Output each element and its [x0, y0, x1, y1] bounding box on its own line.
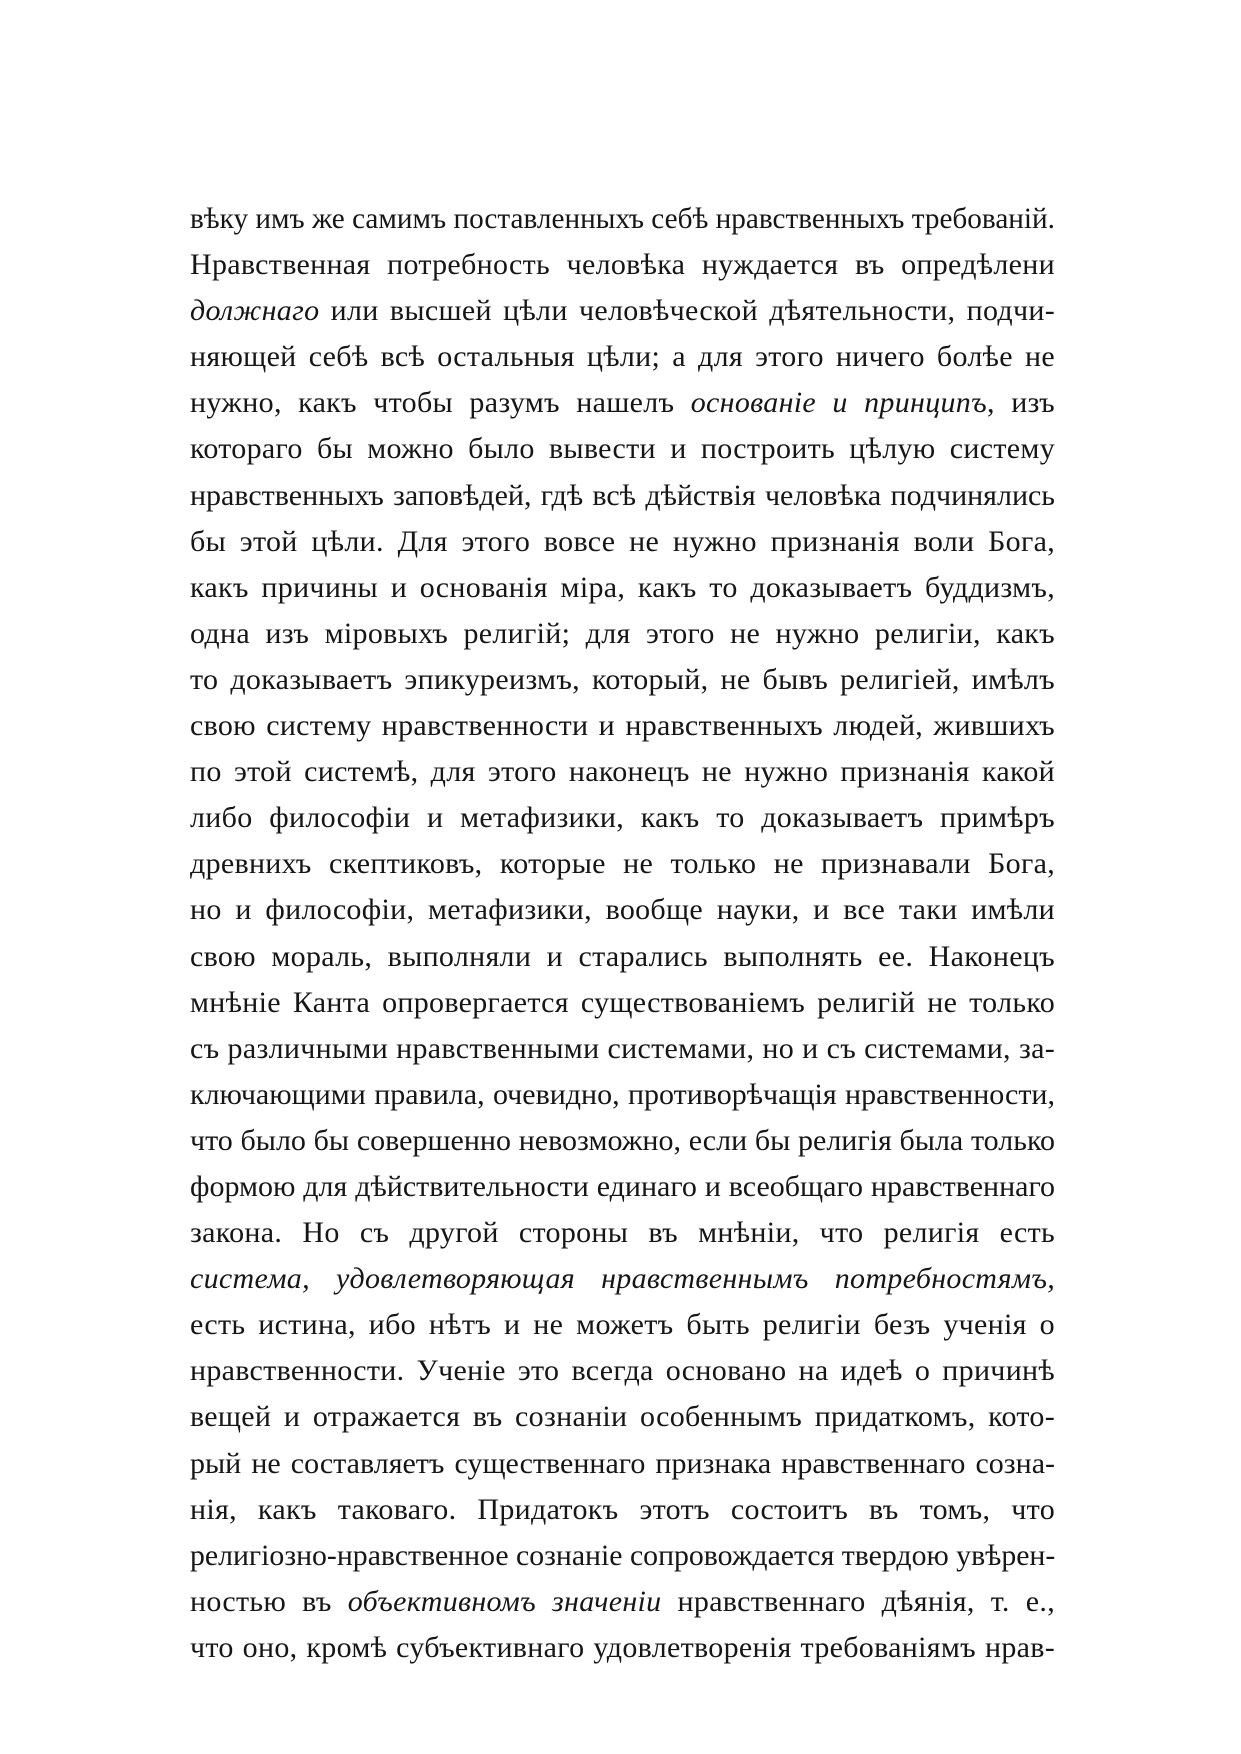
- text-line: [190, 795, 1055, 841]
- text-line: [190, 1533, 1055, 1579]
- text-line: [190, 473, 1055, 519]
- text-line: [190, 1625, 1055, 1671]
- text-line: [190, 980, 1055, 1026]
- text-segment: ключающими правила, очевидно, противорѣчащія нравственности,: [190, 1077, 1055, 1111]
- text-line: [190, 749, 1055, 795]
- text-line: [190, 703, 1055, 749]
- text-line: [190, 426, 1055, 472]
- text-line: [190, 1118, 1055, 1164]
- text-segment: что оно, кромѣ субъективнаго удовлетворенія требованіямъ нрав-: [190, 1630, 1055, 1664]
- text-line: [190, 196, 1055, 242]
- italic-text-segment: должнаго: [190, 294, 320, 328]
- text-segment: свою мораль, выполняли и старались выполнять ее. Наконецъ: [190, 939, 1055, 973]
- text-segment: вещей и отражается въ сознаніи особеннымъ придаткомъ, кото-: [190, 1400, 1055, 1434]
- text-segment: котораго бы можно было вывести и построить цѣлую систему: [190, 432, 1055, 466]
- text-segment: нравственности. Ученіе это всегда основано на идеѣ о причинѣ: [190, 1354, 1055, 1388]
- text-segment: по этой системѣ, для этого наконецъ не нужно признанія какой: [190, 755, 1055, 789]
- text-line: [190, 380, 1055, 426]
- text-segment: или высшей цѣли человѣческой дѣятельности, подчи-: [319, 294, 1055, 328]
- text-line: [190, 242, 1055, 288]
- page-text-block: [190, 196, 1055, 1671]
- text-segment: то доказываетъ эпикуреизмъ, который, не бывъ религіей, имѣлъ: [190, 662, 1055, 696]
- text-line: [190, 1256, 1055, 1302]
- text-segment: вѣку имъ же самимъ поставленныхъ себѣ нравственныхъ требованій.: [190, 202, 1055, 235]
- text-line: [190, 1487, 1055, 1533]
- italic-text-segment: объективномъ значеніи: [347, 1584, 662, 1618]
- text-line: [190, 934, 1055, 980]
- text-segment: съ различными нравственными системами, но и съ системами, за-: [190, 1031, 1055, 1065]
- text-segment: одна изъ міровыхъ религій; для этого не нужно религіи, какъ: [190, 616, 1055, 650]
- text-segment: но и философіи, метафизики, вообще науки, и все таки имѣли: [190, 893, 1055, 927]
- text-line: [190, 611, 1055, 657]
- text-segment: няющей себѣ всѣ остальныя цѣли; а для этого ничего болѣе не: [190, 340, 1055, 374]
- text-line: [190, 1026, 1055, 1072]
- text-segment: нужно, какъ чтобы разумъ нашелъ: [190, 386, 691, 420]
- text-line: [190, 841, 1055, 887]
- text-segment: ностью въ: [190, 1584, 348, 1618]
- text-segment: либо философіи и метафизики, какъ то доказываетъ примѣръ: [190, 801, 1055, 835]
- italic-text-segment: основаніе и принципъ: [690, 386, 987, 420]
- text-line: [190, 1210, 1055, 1256]
- text-line: [190, 565, 1055, 611]
- italic-text-segment: система, удовлетворяющая нравственнымъ потребностямъ,: [190, 1262, 1055, 1296]
- text-line: [190, 519, 1055, 565]
- text-segment: мнѣніе Канта опровергается существованіемъ религій не только: [190, 985, 1055, 1019]
- text-line: [190, 1579, 1055, 1625]
- text-segment: свою систему нравственности и нравственныхъ людей, жившихъ: [190, 709, 1055, 743]
- text-segment: нравственнаго дѣянія, т. е.,: [661, 1584, 1055, 1618]
- text-line: [190, 1164, 1055, 1210]
- text-segment: рый не составляетъ существеннаго признака нравственнаго созна-: [190, 1446, 1055, 1480]
- text-segment: закона. Но съ другой стороны въ мнѣніи, что религія есть: [190, 1216, 1055, 1250]
- text-segment: нравственныхъ заповѣдей, гдѣ всѣ дѣйствія человѣка подчинялись: [190, 478, 1055, 512]
- text-segment: , изъ: [986, 386, 1055, 420]
- text-segment: Нравственная потребность человѣка нуждается въ опредѣлени: [190, 248, 1055, 282]
- text-line: [190, 657, 1055, 703]
- text-segment: древнихъ скептиковъ, которые не только не признавали Бога,: [190, 847, 1055, 881]
- text-line: [190, 1072, 1055, 1118]
- text-segment: бы этой цѣли. Для этого вовсе не нужно признанія воли Бога,: [190, 524, 1055, 558]
- text-line: [190, 1394, 1055, 1440]
- text-line: [190, 1348, 1055, 1394]
- text-segment: есть истина, ибо нѣтъ и не можетъ быть религіи безъ ученія о: [190, 1308, 1055, 1342]
- text-segment: нія, какъ таковаго. Придатокъ этотъ состоитъ въ томъ, что: [190, 1492, 1055, 1526]
- text-segment: что было бы совершенно невозможно, если бы религія была только: [190, 1123, 1055, 1157]
- text-line: [190, 334, 1055, 380]
- text-line: [190, 288, 1055, 334]
- text-line: [190, 887, 1055, 933]
- text-line: [190, 1441, 1055, 1487]
- text-segment: религіозно-нравственное сознаніе сопровождается твердою увѣрен-: [190, 1538, 1055, 1572]
- text-line: [190, 1302, 1055, 1348]
- text-segment: формою для дѣйствительности единаго и всеобщаго нравственнаго: [190, 1169, 1055, 1203]
- text-segment: какъ причины и основанія міра, какъ то доказываетъ буддизмъ,: [190, 570, 1055, 604]
